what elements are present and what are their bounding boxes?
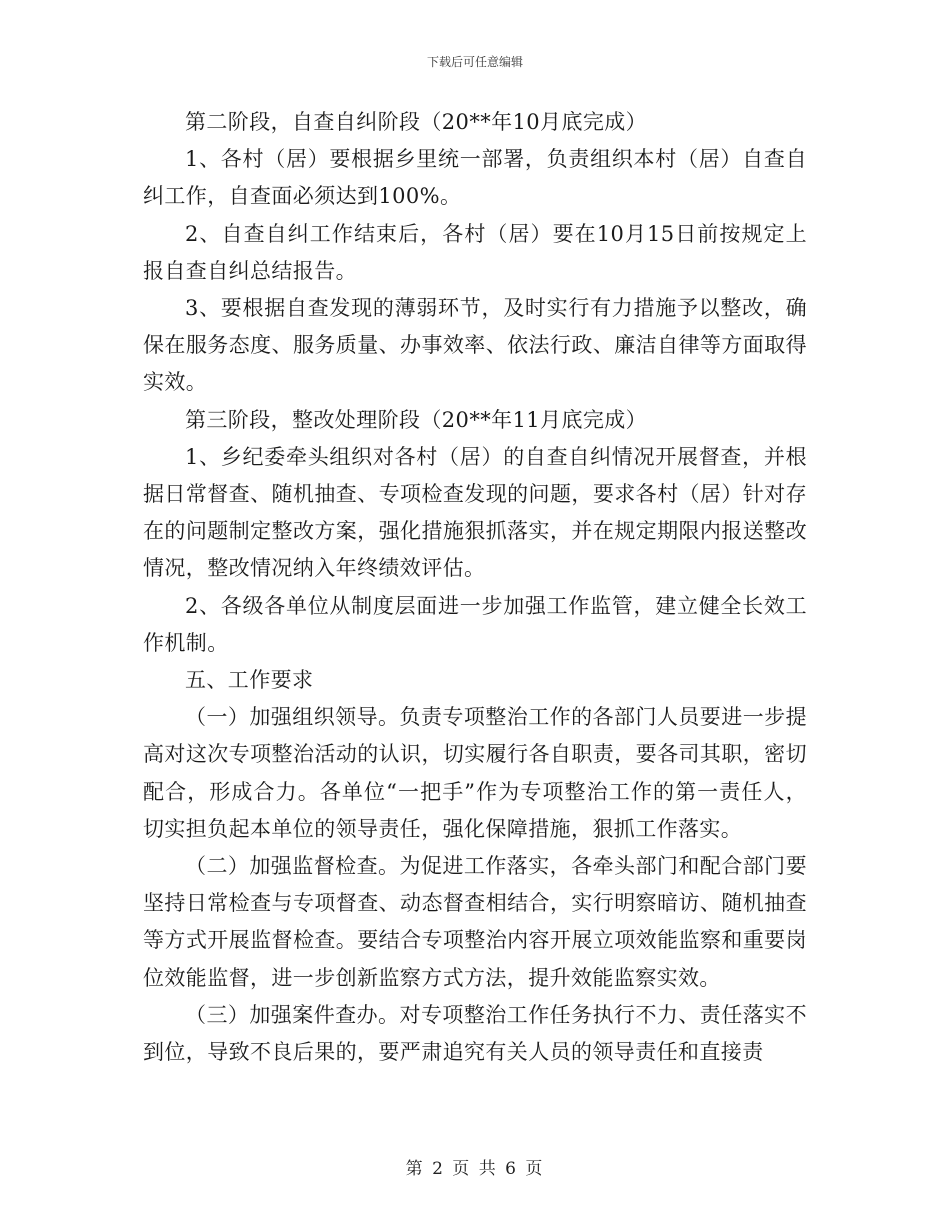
page-header: 下载后可任意编辑 [426,55,523,69]
paragraph: 1、各村（居）要根据乡里统一部署，负责组织本村（居）自查自纠工作，自查面必须达到100%。 [143,147,807,209]
paragraph: （二）加强监督检查。为促进工作落实，各牵头部门和配合部门要坚持日常检查与专项督查、动态督查相结合，实行明察暗访、随机抽查等方式开展监督检查。要结合专项整治内容开展立项效能监察和重要岗位效能监督，进一步创新监察方式方法，提升效能监察实效。 [143,854,807,990]
paragraph: 第二阶段，自查自纠阶段（20**年10月底完成） [185,110,648,134]
paragraph: （一）加强组织领导。负责专项整治工作的各部门人员要进一步提高对这次专项整治活动的认识，切实履行各自职责，要各司其职，密切配合，形成合力。各单位“一把手”作为专项整治工作的第一责任人，切实担负起本单位的领导责任，强化保障措施，狠抓工作落实。 [143,705,807,841]
paragraph: 2、各级各单位从制度层面进一步加强工作监管，建立健全长效工作机制。 [143,593,807,655]
paragraph: 2、自查自纠工作结束后，各村（居）要在10月15日前按规定上报自查自纠总结报告。 [143,221,807,283]
document-body [143,104,807,1071]
paragraph: 第三阶段，整改处理阶段（20**年11月底完成） [185,407,648,432]
paragraph: 3、要根据自查发现的薄弱环节，及时实行有力措施予以整改，确保在服务态度、服务质量、办事效率、依法行政、廉洁自律等方面取得实效。 [143,296,807,395]
section-heading: 五、工作要求 [185,668,314,693]
paragraph: 1、乡纪委牵头组织对各村（居）的自查自纠情况开展督查，并根据日常督查、随机抽查、专项检查发现的问题，要求各村（居）针对存在的问题制定整改方案，强化措施狠抓落实，并在规定期限内报送整改情况，整改情况纳入年终绩效评估。 [143,444,807,581]
page-footer: 第 2 页 共 6 页 [405,1159,545,1179]
paragraph: （三）加强案件查办。对专项整治工作任务执行不力、责任落实不到位，导致不良后果的，要严肃追究有关人员的领导责任和直接责 [143,1002,807,1065]
